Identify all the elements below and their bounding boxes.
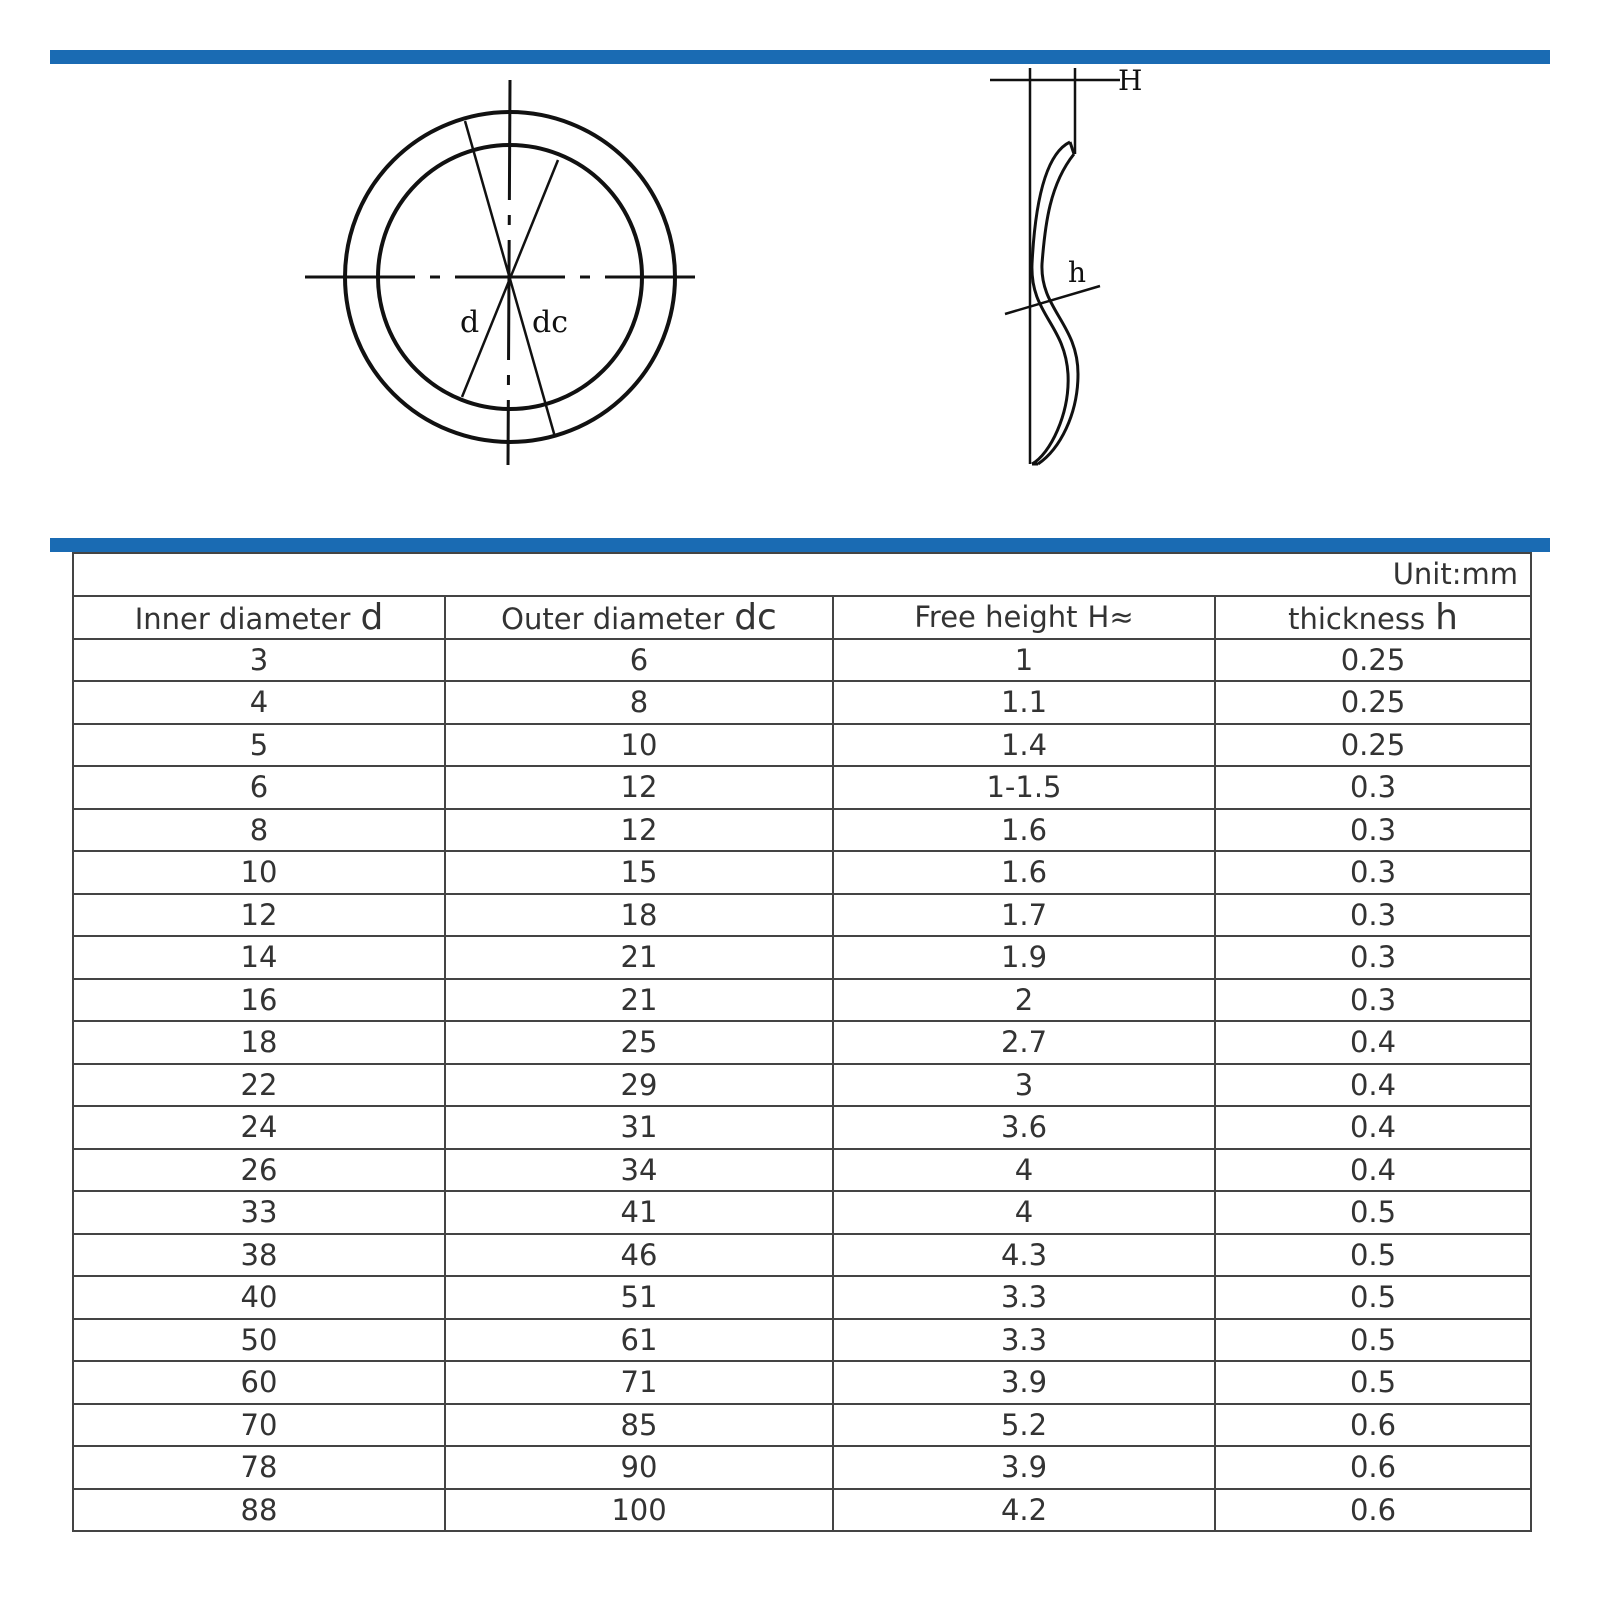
cell-inner-diameter: 22 bbox=[73, 1064, 445, 1107]
cell-free-height: 2 bbox=[833, 979, 1215, 1022]
cell-thickness: 0.6 bbox=[1215, 1446, 1531, 1489]
cell-inner-diameter: 8 bbox=[73, 809, 445, 852]
cell-free-height: 3.9 bbox=[833, 1361, 1215, 1404]
header-symbol: dc bbox=[734, 596, 777, 638]
cell-free-height: 3.9 bbox=[833, 1446, 1215, 1489]
cell-free-height: 4.2 bbox=[833, 1489, 1215, 1532]
table-row bbox=[73, 724, 1531, 767]
cell-inner-diameter: 60 bbox=[73, 1361, 445, 1404]
cell-thickness: 0.3 bbox=[1215, 809, 1531, 852]
cell-outer-diameter: 46 bbox=[445, 1234, 833, 1277]
table-row bbox=[73, 979, 1531, 1022]
cell-thickness: 0.3 bbox=[1215, 766, 1531, 809]
cell-outer-diameter: 41 bbox=[445, 1191, 833, 1234]
cell-thickness: 0.5 bbox=[1215, 1234, 1531, 1277]
label-dc: dc bbox=[532, 305, 569, 340]
cell-thickness: 0.5 bbox=[1215, 1361, 1531, 1404]
cell-outer-diameter: 71 bbox=[445, 1361, 833, 1404]
header-label: Outer diameter bbox=[501, 601, 725, 636]
cell-free-height: 4.3 bbox=[833, 1234, 1215, 1277]
cell-free-height: 1.7 bbox=[833, 894, 1215, 937]
header-inner-diameter bbox=[73, 596, 445, 639]
cell-thickness: 0.25 bbox=[1215, 724, 1531, 767]
cell-inner-diameter: 40 bbox=[73, 1276, 445, 1319]
table-row bbox=[73, 894, 1531, 937]
cell-thickness: 0.6 bbox=[1215, 1489, 1531, 1532]
table-body bbox=[73, 639, 1531, 1532]
header-symbol: d bbox=[360, 596, 384, 638]
cell-inner-diameter: 4 bbox=[73, 681, 445, 724]
cell-free-height: 5.2 bbox=[833, 1404, 1215, 1447]
cell-free-height: 1.9 bbox=[833, 936, 1215, 979]
cell-thickness: 0.6 bbox=[1215, 1404, 1531, 1447]
cell-outer-diameter: 31 bbox=[445, 1106, 833, 1149]
header-symbol: h bbox=[1435, 596, 1458, 638]
cell-free-height: 3.3 bbox=[833, 1276, 1215, 1319]
header-free-height bbox=[833, 596, 1215, 639]
unit-row bbox=[73, 553, 1531, 596]
cell-thickness: 0.25 bbox=[1215, 639, 1531, 682]
cell-thickness: 0.4 bbox=[1215, 1021, 1531, 1064]
label-H: H bbox=[1118, 64, 1143, 97]
table-row bbox=[73, 1191, 1531, 1234]
cell-thickness: 0.3 bbox=[1215, 979, 1531, 1022]
cell-free-height: 1.4 bbox=[833, 724, 1215, 767]
washer-side-view bbox=[990, 64, 1170, 484]
cell-thickness: 0.4 bbox=[1215, 1064, 1531, 1107]
cell-free-height: 1-1.5 bbox=[833, 766, 1215, 809]
cell-inner-diameter: 6 bbox=[73, 766, 445, 809]
cell-outer-diameter: 12 bbox=[445, 766, 833, 809]
cell-inner-diameter: 88 bbox=[73, 1489, 445, 1532]
table-row bbox=[73, 851, 1531, 894]
h-dimension-line bbox=[1005, 286, 1100, 314]
cell-free-height: 1.6 bbox=[833, 851, 1215, 894]
spec-table bbox=[72, 552, 1532, 1532]
cell-free-height: 1 bbox=[833, 639, 1215, 682]
table-row bbox=[73, 1489, 1531, 1532]
cell-free-height: 4 bbox=[833, 1149, 1215, 1192]
table-row bbox=[73, 1361, 1531, 1404]
header-label: Free height bbox=[914, 600, 1078, 634]
cell-free-height: 1.6 bbox=[833, 809, 1215, 852]
table-row bbox=[73, 681, 1531, 724]
cell-inner-diameter: 14 bbox=[73, 936, 445, 979]
table-row bbox=[73, 1064, 1531, 1107]
table-row bbox=[73, 1446, 1531, 1489]
cell-free-height: 2.7 bbox=[833, 1021, 1215, 1064]
cell-outer-diameter: 21 bbox=[445, 936, 833, 979]
label-h: h bbox=[1068, 256, 1087, 289]
cell-outer-diameter: 85 bbox=[445, 1404, 833, 1447]
cell-outer-diameter: 18 bbox=[445, 894, 833, 937]
cell-outer-diameter: 100 bbox=[445, 1489, 833, 1532]
header-label: thickness bbox=[1288, 601, 1426, 636]
table-row bbox=[73, 766, 1531, 809]
table-row bbox=[73, 936, 1531, 979]
header-label: Inner diameter bbox=[134, 601, 351, 636]
cell-outer-diameter: 21 bbox=[445, 979, 833, 1022]
cell-inner-diameter: 26 bbox=[73, 1149, 445, 1192]
header-symbol: H≈ bbox=[1087, 600, 1134, 634]
cell-outer-diameter: 61 bbox=[445, 1319, 833, 1362]
cell-outer-diameter: 8 bbox=[445, 681, 833, 724]
table-row bbox=[73, 1276, 1531, 1319]
cell-thickness: 0.3 bbox=[1215, 851, 1531, 894]
table-row bbox=[73, 1319, 1531, 1362]
table-row bbox=[73, 1234, 1531, 1277]
cell-outer-diameter: 10 bbox=[445, 724, 833, 767]
cell-inner-diameter: 70 bbox=[73, 1404, 445, 1447]
cell-outer-diameter: 15 bbox=[445, 851, 833, 894]
cell-free-height: 3 bbox=[833, 1064, 1215, 1107]
cell-inner-diameter: 10 bbox=[73, 851, 445, 894]
cell-outer-diameter: 12 bbox=[445, 809, 833, 852]
table-row bbox=[73, 1021, 1531, 1064]
cell-thickness: 0.4 bbox=[1215, 1149, 1531, 1192]
table-row bbox=[73, 809, 1531, 852]
cell-inner-diameter: 12 bbox=[73, 894, 445, 937]
washer-front-view bbox=[300, 75, 700, 475]
cell-free-height: 4 bbox=[833, 1191, 1215, 1234]
header-outer-diameter bbox=[445, 596, 833, 639]
cell-thickness: 0.4 bbox=[1215, 1106, 1531, 1149]
cell-thickness: 0.5 bbox=[1215, 1276, 1531, 1319]
cell-free-height: 3.3 bbox=[833, 1319, 1215, 1362]
unit-label: Unit:mm bbox=[73, 553, 1531, 596]
cell-outer-diameter: 6 bbox=[445, 639, 833, 682]
cell-thickness: 0.3 bbox=[1215, 936, 1531, 979]
cell-thickness: 0.3 bbox=[1215, 894, 1531, 937]
table-row bbox=[73, 639, 1531, 682]
cell-thickness: 0.5 bbox=[1215, 1191, 1531, 1234]
cell-outer-diameter: 90 bbox=[445, 1446, 833, 1489]
table-row bbox=[73, 1149, 1531, 1192]
cell-outer-diameter: 51 bbox=[445, 1276, 833, 1319]
cell-inner-diameter: 50 bbox=[73, 1319, 445, 1362]
cell-free-height: 3.6 bbox=[833, 1106, 1215, 1149]
cell-inner-diameter: 38 bbox=[73, 1234, 445, 1277]
cell-thickness: 0.25 bbox=[1215, 681, 1531, 724]
label-d: d bbox=[460, 305, 480, 340]
top-divider-bar bbox=[50, 50, 1550, 64]
cell-outer-diameter: 29 bbox=[445, 1064, 833, 1107]
cell-thickness: 0.5 bbox=[1215, 1319, 1531, 1362]
table-row bbox=[73, 1106, 1531, 1149]
cell-inner-diameter: 18 bbox=[73, 1021, 445, 1064]
header-row bbox=[73, 596, 1531, 639]
cell-inner-diameter: 3 bbox=[73, 639, 445, 682]
header-thickness bbox=[1215, 596, 1531, 639]
cell-inner-diameter: 24 bbox=[73, 1106, 445, 1149]
cell-inner-diameter: 16 bbox=[73, 979, 445, 1022]
cell-outer-diameter: 34 bbox=[445, 1149, 833, 1192]
cell-inner-diameter: 5 bbox=[73, 724, 445, 767]
cell-inner-diameter: 33 bbox=[73, 1191, 445, 1234]
middle-divider-bar bbox=[50, 538, 1550, 552]
table-row bbox=[73, 1404, 1531, 1447]
cell-free-height: 1.1 bbox=[833, 681, 1215, 724]
cell-outer-diameter: 25 bbox=[445, 1021, 833, 1064]
cell-inner-diameter: 78 bbox=[73, 1446, 445, 1489]
